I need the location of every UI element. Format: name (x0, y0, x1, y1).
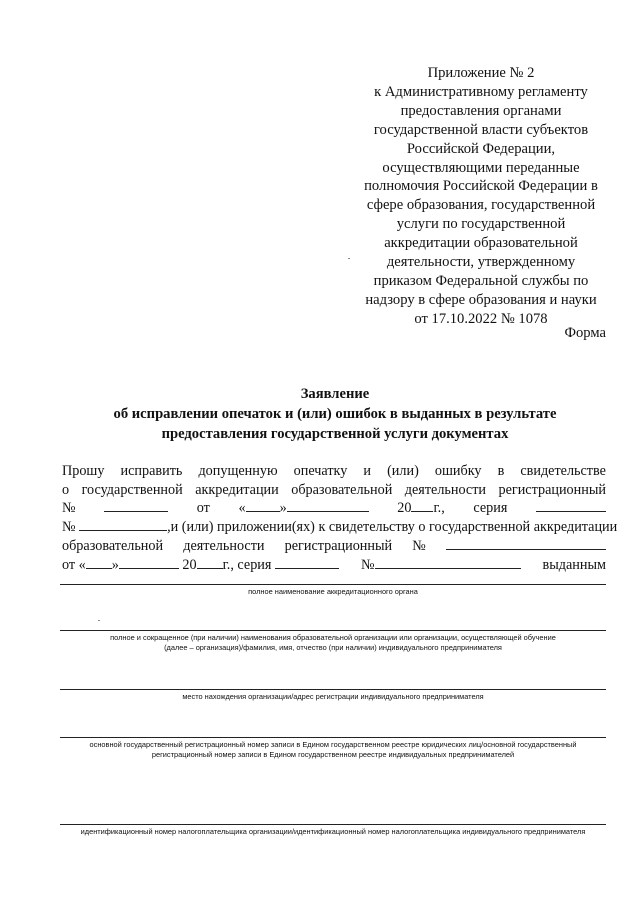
title-line-2: об исправлении опечаток и (или) ошибок в выданных в результате (113, 406, 557, 422)
year-prefix: 20 (182, 556, 197, 573)
quote-close: » (111, 556, 119, 573)
title-line-3: предоставления государственной услуги документах (161, 426, 509, 442)
caption-address: место нахождения организации/адрес регистрации индивидуального предпринимателя (182, 692, 484, 701)
number-sign: № (360, 556, 375, 573)
appendix-line: Российской Федерации, (406, 140, 556, 157)
number-group (62, 518, 171, 537)
scan-speck (98, 620, 100, 621)
application-body (62, 462, 618, 574)
quote-open: « (238, 500, 246, 517)
word: допущенную (198, 463, 278, 479)
body-line-1 (62, 462, 606, 481)
appendix-line: полномочия Российской Федерации в (364, 178, 598, 195)
word: образовательной (62, 537, 164, 554)
word: государственной (81, 481, 183, 498)
certificate-number-blank[interactable] (104, 499, 168, 512)
word: образовательной (291, 481, 393, 498)
comma: , (167, 519, 171, 536)
appendix-reg-number-blank[interactable] (446, 537, 606, 550)
number-blank[interactable] (79, 518, 167, 531)
word: от (196, 500, 210, 517)
appendix-line: Приложение № 2 (427, 65, 535, 81)
word: ошибку (434, 463, 482, 479)
appendix-line: государственной власти субъектов (373, 121, 589, 138)
field-line (60, 737, 606, 738)
word: о (62, 481, 70, 498)
month-blank[interactable] (287, 499, 369, 512)
document-title (30, 384, 640, 444)
year-blank[interactable] (411, 499, 433, 512)
appendix-line: осуществляющими переданные (382, 159, 580, 176)
number-blank-2[interactable] (375, 556, 521, 569)
year-prefix: 20 (397, 500, 412, 517)
caption-organization-name-cont: (далее – организация)/фамилия, имя, отчество (при наличии) индивидуального предпринимателя (164, 643, 502, 652)
word: регистрационный (498, 481, 606, 498)
field-line (60, 630, 606, 631)
word: опечатку (293, 463, 348, 479)
word: от « (62, 556, 86, 573)
body-line-5 (62, 537, 606, 556)
word: серия (473, 500, 508, 517)
field-address[interactable] (60, 689, 606, 702)
word: аккредитации (195, 481, 279, 498)
field-organization-name[interactable] (60, 630, 606, 653)
caption-tax-id: идентификационный номер налогоплательщика организации/идентификационный номер налогоплательщика индивидуального предпринимателя (80, 827, 586, 836)
number-sign: № (62, 500, 76, 517)
body-line-3 (62, 499, 606, 518)
appendix-line: приказом Федеральной службы по (373, 272, 589, 289)
appendix-line: аккредитации образовательной (384, 235, 578, 252)
series-blank[interactable] (536, 499, 606, 512)
body-line-6 (62, 556, 606, 575)
body-line-2 (62, 481, 606, 500)
year-suffix: г., серия (222, 556, 272, 573)
number-sign: № (62, 519, 76, 536)
quote-close: » (279, 500, 287, 517)
word: свидетельстве (520, 463, 606, 479)
field-registration-number[interactable] (60, 737, 606, 760)
word: и (363, 463, 371, 479)
appendix-line: сфере образования, государственной (366, 197, 596, 214)
series-blank-2[interactable] (275, 556, 339, 569)
year-suffix: г., (433, 500, 445, 517)
word: регистрационный (284, 537, 393, 554)
appendix-line: услуги по государственной (396, 216, 566, 233)
appendix-line: деятельности, утвержденному (386, 254, 576, 271)
field-tax-id[interactable] (60, 824, 606, 837)
word: Прошу (62, 463, 105, 479)
day-blank-2[interactable] (86, 556, 112, 569)
year-group (397, 499, 445, 518)
word: деятельности (183, 537, 265, 554)
word: в (497, 463, 505, 479)
caption-organization-name: полное и сокращенное (при наличии) наименования образовательной организации или организации, осуществляющей обучение (110, 633, 556, 642)
caption-registration-number-cont: регистрационный номер записи в Едином государственном реестре индивидуальных предпринимателей (151, 750, 515, 759)
title-line-1: Заявление (300, 386, 370, 402)
word: (или) (387, 463, 419, 479)
appendix-line: надзору в сфере образования и науки (365, 291, 597, 308)
month-blank-2[interactable] (119, 556, 179, 569)
date-group-2 (62, 556, 339, 575)
date-group (238, 499, 368, 518)
appendix-line: от 17.10.2022 № 1078 (414, 310, 548, 327)
caption-accreditation-body: полное наименование аккредитационного органа (248, 587, 418, 596)
appendix-line: к Административному регламенту (374, 83, 588, 100)
word: деятельности (404, 481, 487, 498)
scan-speck (348, 258, 350, 259)
word: исправить (120, 463, 183, 479)
field-line (60, 689, 606, 690)
body-line-4 (62, 518, 618, 537)
appendix-text: и (или) приложении(ях) к свидетельству о государственной аккредитации (170, 519, 618, 536)
field-line (60, 824, 606, 825)
appendix-header (355, 64, 607, 329)
field-accreditation-body[interactable] (60, 584, 606, 597)
year-blank-2[interactable] (197, 556, 223, 569)
number-group-2 (361, 556, 521, 575)
appendix-line: предоставления органами (400, 102, 562, 119)
word: выданным (542, 556, 606, 573)
form-label: Форма (564, 325, 606, 341)
day-blank[interactable] (246, 499, 280, 512)
word: № (412, 537, 426, 554)
field-line (60, 584, 606, 585)
caption-registration-number: основной государственный регистрационный номер записи в Едином государственном реестре юридических лиц/основной государственный (89, 740, 577, 749)
